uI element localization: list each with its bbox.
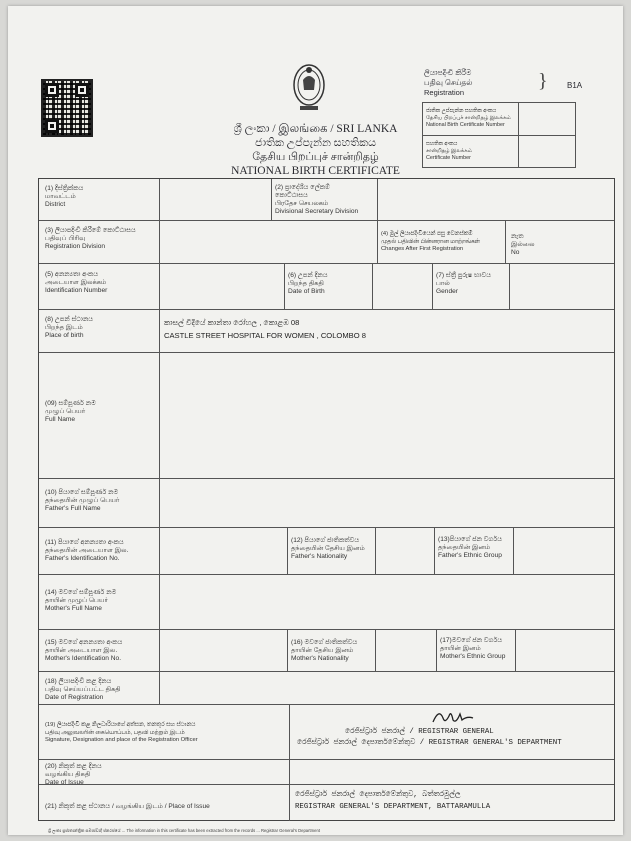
cert-number-label: සහතික අංකය சான்றிதழ் இலக்கம் Certificate Number [426,141,472,161]
field-mother-name-label: (14) මවගේ සම්පූර්ණ නම தாயின் முழுப் பெயர் Mother's Full Name [45,589,117,612]
sri-lanka-emblem-icon [291,58,327,116]
header-line-4: NATIONAL BIRTH CERTIFICATE [231,165,400,177]
certificate-table [38,178,615,821]
field-issue-date-label: (20) නිකුත් කළ දිනය வழங்கிய திகதி Date of Issue [45,763,102,786]
certificate-number-box [422,102,576,168]
field-place-of-issue-label: (21) නිකුත් කළ ස්ථානය / வழங்கிய இடம் / Place of Issue [45,803,210,810]
field-father-nationality-label: (12) පියාගේ ජාතිකත්වය தந்தையின் தேசிய இனம் Father's Nationality [291,537,365,560]
signature-icon [429,706,479,728]
field-mother-nationality-label: (16) මවගේ ජාතිකත්වය தாயின் தேசிய இனம் Mother's Nationality [291,639,358,662]
registrar-department-text: රෙජිස්ට්‍රාර් ජනරාල් දෙපාර්තමේන්තුව / REGISTRAR GENERAL'S DEPARTMENT [297,739,562,747]
field-place-of-birth-label: (8) උපන් ස්ථානය பிறந்த இடம் Place of birth [45,316,94,339]
field-father-ethnic-label: (13)පියාගේ ජන වර්ගය தந்தையின் இனம் Father's Ethnic Group [438,536,502,559]
header-line-3: தேசிய பிறப்புச் சான்றிதழ் [252,151,379,163]
field-mother-id-label: (15) මවගේ අනන්‍යතා අංකය தாயின் அடையாள இல. Mother's Identification No. [45,639,123,662]
field-changes-label: (4) මුල් ලියාපදිංචියෙන් පසු වෙනස්කම් முதல் பதிவின் பின்னரான மாற்றங்கள் Changes After First Registration [381,231,480,252]
field-father-name-label: (10) පියාගේ සම්පූර්ණ නම தந்தையின் முழுப் பெயர் Father's Full Name [45,489,120,512]
registration-code: B1A [567,81,583,90]
field-father-id-label: (11) පියාගේ අනන්‍යතා අංකය தந்தையின் அடையாள இல. Father's Identification No. [45,539,129,562]
registrar-general-text: රෙජිස්ට්‍රාර් ජනරාල් / REGISTRAR GENERAL [345,728,494,736]
field-registration-date-label: (18) ලියාපදිංචි කළ දිනය பதிவு செய்யப்பட்ட திகதி Date of Registration [45,678,121,701]
field-mother-ethnic-label: (17)මවගේ ජන වර්ගය தாயின் இனம் Mother's Ethnic Group [440,637,506,660]
registration-ta: பதிவு செய்தல் [424,78,473,87]
registration-si: ලියාපදිංචි කිරීම [424,68,472,77]
field-ds-division-label: (2) ප්‍රාදේශීය ලේකම් කොට්ඨාසය பிரதேச செயலகம் Divisional Secretary Division [275,184,359,215]
footer-note: ශ්‍රී ලංකා ප්‍රජාතාන්ත්‍රික සමාජවාදී ජනරජයේ ... The information in this certificate has been extracted from the records ... Registrar General's Department [48,828,320,833]
field-place-of-birth-value-si: කාසල් වීදියේ කාන්තා රෝහල , කොළඹ 08 [164,318,300,327]
place-of-issue-si: රෙජිස්ට්‍රාර් ජනරාල් දෙපාර්තමේන්තුව, බත්තරමුල්ල [295,791,461,799]
field-dob-label: (6) උපන් දිනය பிறந்த திகதி Date of Birth [288,272,328,295]
field-changes-value: නැත இல்லை No [511,233,535,256]
header-line-1: ශ්‍රී ලංකා / இலங்கை / SRI LANKA [233,123,398,135]
header-line-2: ජාතික උප්පැන්න සහතිකය [255,137,376,149]
field-id-number-label: (5) අනන්‍යතා අංකය அடையாள இலக்கம் Identification Number [45,271,108,294]
place-of-issue-en: REGISTRAR GENERAL'S DEPARTMENT, BATTARAMULLA [295,803,491,811]
field-full-name-label: (09) සම්පූර්ණ නම முழுப் பெயர் Full Name [45,400,96,423]
nbc-label: ජාතික උප්පැන්න සහතික අංකය தேசிய பிறப்புச் சான்றிதழ் இலக்கம் National Birth Certificate Number [426,108,511,128]
field-gender-label: (7) ස්ත්‍රී පුරුෂ භාවය பால் Gender [436,272,491,295]
field-place-of-birth-value-en: CASTLE STREET HOSPITAL FOR WOMEN , COLOMBO 8 [164,331,366,340]
registration-en: Registration [424,88,465,97]
certificate-sheet [8,6,623,835]
field-registration-division-label: (3) ලියාපදිංචි කිරීමේ කොට්ඨාසය பதிவுப் பிரிவு Registration Division [45,227,136,250]
qr-code [41,79,93,137]
registration-brace-icon: } [538,70,548,92]
field-district-label: (1) දිස්ත්‍රික්කය மாவட்டம் District [45,185,84,208]
field-registrar-label: (19) ලියාපදිංචි කළ නිලධාරියාගේ අත්සන, තනතුර සහ ස්ථානය பதிவு அலுவலரின் கையொப்பம், பதவி மற்றும் இடம் Signature, Designation and place of the Registration Officer [45,722,198,743]
